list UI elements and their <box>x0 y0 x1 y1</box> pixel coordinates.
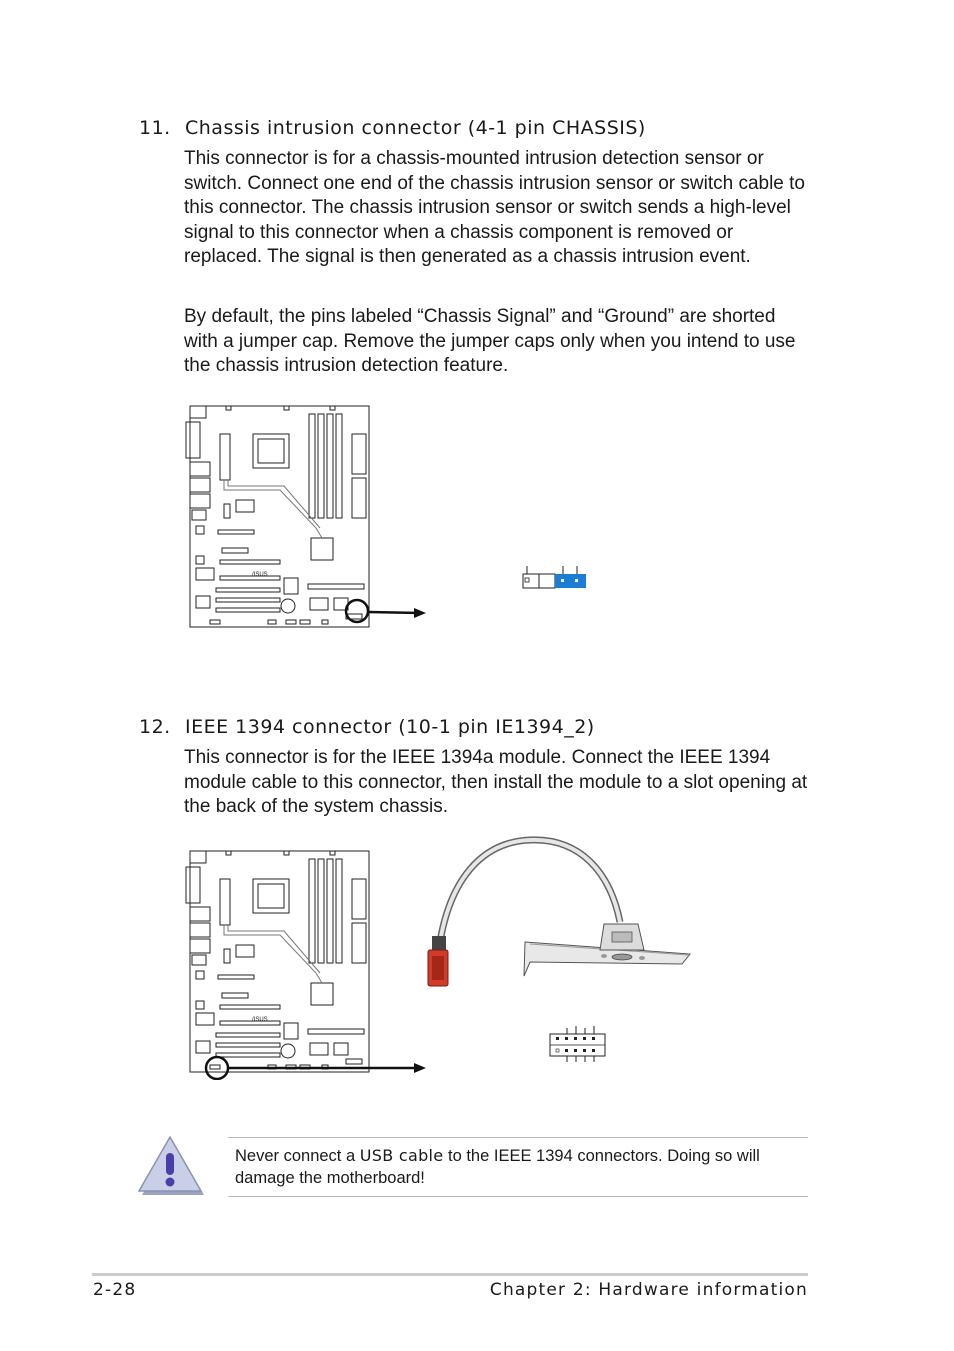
footer-rule <box>92 1273 808 1276</box>
section-11-title: Chassis intrusion connector (4-1 pin CHASSIS) <box>185 117 646 139</box>
board-logo: /ISUS <box>252 1017 268 1023</box>
section-12-paragraph-1: This connector is for the IEEE 1394a module. Connect the IEEE 1394 module cable to this connector, then install the module to a slot opening at the back of the system chassis. <box>184 747 808 817</box>
notice-rule-top <box>228 1137 808 1138</box>
notice-text-before: Never connect a <box>235 1147 360 1165</box>
section-11-number: 11. <box>139 117 171 139</box>
section-11-heading <box>139 117 646 139</box>
notice-term: USB cable <box>359 1146 444 1165</box>
section-12-number: 12. <box>139 716 171 738</box>
motherboard-diagram-ieee1394 <box>180 845 440 1080</box>
section-12-title: IEEE 1394 connector (10-1 pin IE1394_2) <box>185 716 595 738</box>
notice-text <box>235 1145 810 1189</box>
section-11-paragraph-2: By default, the pins labeled “Chassis Signal” and “Ground” are shorted with a jumper cap. Remove the jumper caps only when you intend to use the chassis intrusion detection feature. <box>184 306 796 376</box>
notice-rule-bottom <box>228 1196 808 1197</box>
section-12-heading <box>139 716 595 738</box>
board-logo: /ISUS <box>252 572 268 578</box>
page-number: 2-28 <box>93 1280 137 1300</box>
ieee1394-module-illustration <box>420 832 700 997</box>
warning-icon <box>136 1133 206 1199</box>
ieee1394-connector-pins <box>545 1020 615 1065</box>
notice-text-after: to the IEEE 1394 connectors. Doing so will damage the motherboard! <box>235 1147 760 1187</box>
section-11-paragraph-1: This connector is for a chassis-mounted intrusion detection sensor or switch. Connect one end of the chassis intrusion sensor or switch cable to this connector. The chassis intrusion sensor or switch sends a high-level signal to this connector when a chassis component is removed or replaced. The signal is then generated as a chassis intrusion event. <box>184 148 805 267</box>
chapter-title: Chapter 2: Hardware information <box>489 1280 808 1300</box>
motherboard-diagram-chassis <box>180 400 440 635</box>
chassis-connector-pins <box>515 562 595 594</box>
